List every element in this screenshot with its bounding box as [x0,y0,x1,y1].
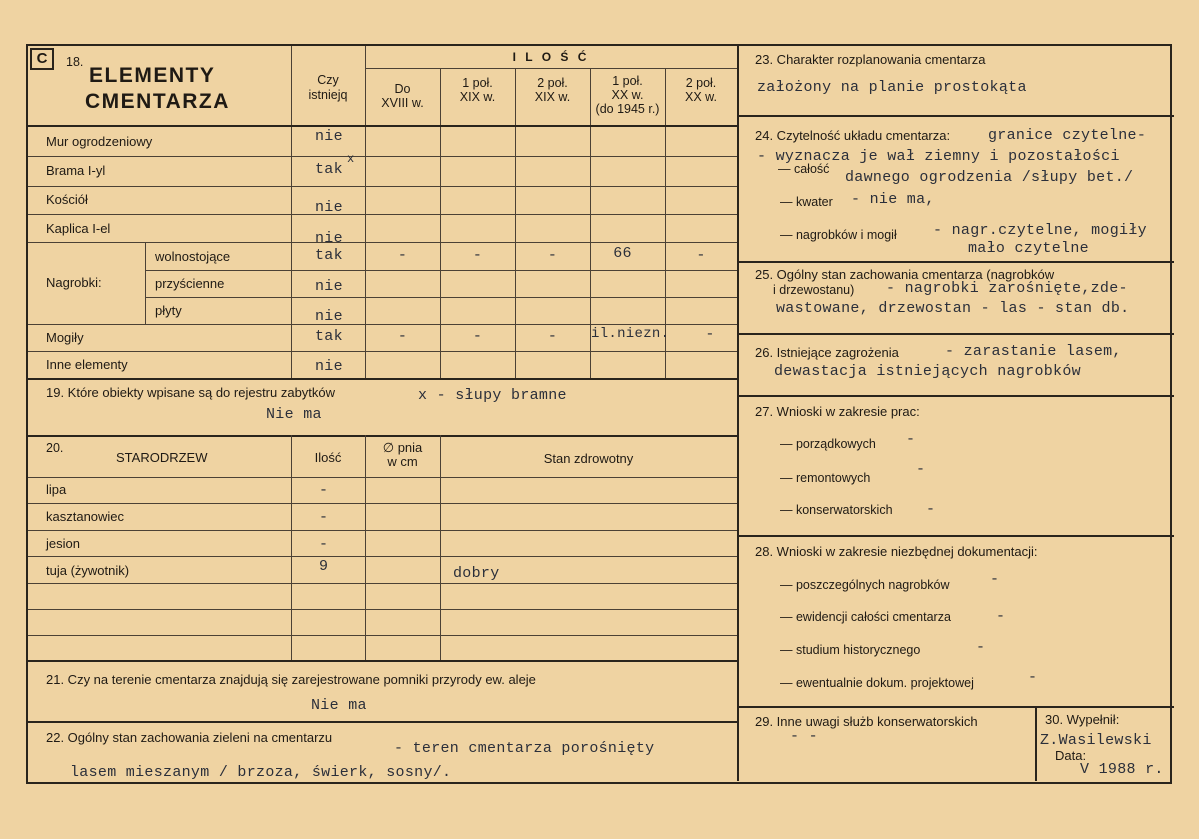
row-label-inne: Inne elementy [46,357,128,372]
section-line [737,706,1174,708]
s30-label: 30. Wypełnił: [1045,712,1120,727]
s27-item: — konserwatorskich [780,503,893,517]
tree-count: - [319,482,329,499]
qty-value: - [397,247,408,264]
row-line [28,351,737,352]
s19-typed-2: Nie ma [266,406,322,423]
s21-typed: Nie ma [311,697,367,714]
section-letter: C [30,48,54,70]
s26-typed-1: - zarastanie lasem, [945,343,1122,360]
period-header-3: 2 poł. XIX w. [534,76,571,104]
s23-label: 23. Charakter rozplanowania cmentarza [755,52,986,67]
s19-typed-1: x - słupy bramne [418,387,567,404]
s20-col-line [440,435,441,660]
exists-value: nie [315,230,343,247]
s24-nagrobkow: — nagrobków i mogił [780,228,897,242]
s25-label-2: i drzewostanu) [773,283,855,297]
s28-item: — ewidencji całości cmentarza [780,610,951,624]
s20-col-health: Stan zdrowotny [543,451,634,466]
s30-data-label: Data: [1055,748,1087,763]
exists-value: tak [315,161,343,178]
s20-col-diameter: ∅ pnia w cm [382,440,423,469]
s22-typed-2: lasem mieszanym / brzoza, świerk, sosny/. [70,764,452,781]
s27-value: - [916,461,926,478]
cemetery-record-form [26,44,1172,784]
section-line [737,115,1174,117]
row-line [28,477,737,478]
s24-label: 24. Czytelność układu cmentarza: [755,128,951,143]
qty-value: 66 [613,245,632,262]
row-label-brama: Brama I-yl [46,163,106,178]
s24-typed-4: - nie ma, [851,191,935,208]
tree-count: - [319,536,329,553]
section-line [737,333,1174,335]
qty-value: il.niezn. [591,326,670,342]
tree-health: dobry [453,565,500,582]
tree-count: - [319,509,329,526]
exists-value: tak [315,328,343,345]
s18-number: 18. [66,55,84,69]
s22-typed-1: - teren cmentarza porośnięty [394,740,655,757]
row-line [28,324,737,325]
exists-value: nie [315,278,343,295]
s24-typed-3: dawnego ogrodzenia /słupy bet./ [845,169,1134,186]
s18-header-bottom [28,125,737,127]
tree-name: jesion [46,536,80,551]
s28-value: - [1028,669,1038,686]
tree-count: 9 [319,558,329,575]
exists-value: nie [315,128,343,145]
s27-item: — porządkowych [780,437,876,451]
s20-col-line [365,435,366,660]
row-label-nagrobki: Nagrobki: [46,275,102,290]
s29-label: 29. Inne uwagi służb konserwatorskich [755,714,978,729]
s24-typed-6: mało czytelne [968,240,1089,257]
s19-label: 19. Które obiekty wpisane są do rejestru zabytków [46,385,336,400]
s26-label: 26. Istniejące zagrożenia [755,345,899,360]
col-exists-header: Czy istniejq [308,73,348,102]
qty-value: - [547,247,558,264]
row-label-mur: Mur ogrodzeniowy [46,134,153,149]
qty-value: - [705,326,715,343]
s25-typed-2: wastowane, drzewostan - las - stan db. [776,300,1130,317]
s20-title: STARODRZEW [116,450,208,465]
s24-typed-2: - wyznacza je wał ziemny i pozostałości [757,148,1120,165]
s30-date: V 1988 r. [1080,761,1164,778]
exists-value: nie [315,308,343,325]
row-line [28,583,737,584]
section-line [737,395,1174,397]
s20-col-line [291,435,292,660]
qty-value: - [547,328,558,345]
s25-typed-1: - nagrobki zarośnięte,zde- [886,280,1128,297]
s18-title-line1: ELEMENTY [89,64,216,87]
row-label-plyty: płyty [155,303,182,318]
s29-typed: - - [790,728,818,745]
section-line [28,721,737,723]
row-label-wolnostojace: wolnostojące [155,249,231,264]
s27-item: — remontowych [780,471,871,485]
row-label-kaplica: Kaplica I-el [46,221,111,236]
row-label-kosciol: Kościół [46,192,88,207]
tree-name: lipa [46,482,67,497]
row-line [145,297,737,298]
row-label-mogily: Mogiły [46,330,84,345]
qty-value: - [472,328,483,345]
s29-s30-divider [1035,706,1037,781]
row-line [28,156,737,157]
s22-label: 22. Ogólny stan zachowania zieleni na cmentarzu [46,730,333,745]
section-line [737,535,1174,537]
s24-calosc: — całość [778,162,830,176]
s30-name: Z.Wasilewski [1040,732,1152,749]
s21-label: 21. Czy na terenie cmentarza znajdują się zarejestrowane pomniki przyrody ew. aleje [46,672,536,687]
row-line [28,609,737,610]
tree-name: kasztanowiec [46,509,125,524]
row-line [28,503,737,504]
s27-value: - [906,431,916,448]
period-header-5: 2 poł. XX w. [685,76,717,104]
s24-typed-1: granice czytelne- [988,127,1147,144]
s25-label-1: 25. Ogólny stan zachowania cmentarza (nagrobków [755,267,1055,282]
s27-value: - [926,501,936,518]
ilosc-header: I L O Ś Ć [512,50,590,64]
s28-value: - [990,571,1000,588]
section-line [737,261,1174,263]
row-label-przyscienne: przyścienne [155,276,225,291]
row-line [28,242,737,243]
s18-title-line2: CMENTARZA [85,90,230,113]
s20-number: 20. [46,441,64,455]
s18-nagrobki-divider [145,242,146,324]
exists-value: nie [315,358,343,375]
row-line [28,635,737,636]
s28-value: - [976,639,986,656]
s28-item: — studium historycznego [780,643,921,657]
s23-typed: założony na planie prostokąta [757,79,1027,96]
row-line [28,186,737,187]
s28-item: — poszczególnych nagrobków [780,578,950,592]
tree-name: tuja (żywotnik) [46,563,130,578]
period-header-1: Do XVIII w. [381,82,424,110]
exists-superscript: x [347,152,355,166]
s27-label: 27. Wnioski w zakresie prac: [755,404,920,419]
section-line [28,660,737,662]
period-header-2: 1 poł. XIX w. [459,76,496,104]
section-line [28,435,737,437]
row-line [145,270,737,271]
s28-label: 28. Wnioski w zakresie niezbędnej dokumentacji: [755,544,1038,559]
section-line [28,378,737,380]
exists-value: nie [315,199,343,216]
period-header-4: 1 poł. XX w. (do 1945 r.) [595,74,660,116]
s28-value: - [996,608,1006,625]
qty-value: - [472,247,483,264]
row-line [28,530,737,531]
qty-value: - [397,328,408,345]
s28-item: — ewentualnie dokum. projektowej [780,676,974,690]
exists-value: tak [315,247,343,264]
s24-kwater: — kwater [780,195,833,209]
ilosc-underline [365,68,737,69]
row-line [28,214,737,215]
row-line [28,556,737,557]
s20-col-count: Ilość [314,450,342,465]
s24-typed-5: - nagr.czytelne, mogiły [933,222,1147,239]
qty-value: - [696,247,706,264]
s26-typed-2: dewastacja istniejących nagrobków [774,363,1081,380]
column-divider [737,46,739,781]
